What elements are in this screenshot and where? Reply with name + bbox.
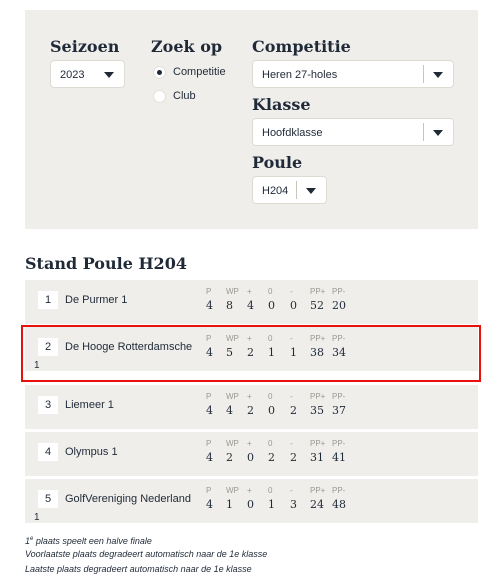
stat-column [290, 285, 312, 314]
stat-value: 38 [310, 346, 324, 359]
stat-value: 20 [332, 299, 346, 312]
stat-column [268, 285, 290, 314]
stat-value: 0 [268, 404, 275, 417]
stat-value: 0 [268, 299, 275, 312]
stat-column [268, 390, 290, 419]
radio-checked-icon[interactable] [153, 66, 166, 79]
poule-value: H204 [262, 185, 289, 197]
stat-value: 8 [226, 299, 233, 312]
stat-value: 4 [206, 346, 213, 359]
stat-value: 34 [332, 346, 346, 359]
stat-header: P [206, 334, 212, 343]
stat-value: 35 [310, 404, 324, 417]
stat-value: 48 [332, 498, 346, 511]
search-by-label: Zoek op [151, 37, 223, 56]
stat-column [290, 437, 312, 466]
stat-column [310, 390, 332, 419]
stat-header: + [247, 392, 252, 401]
stat-value: 0 [247, 451, 254, 464]
radio-club-label: Club [173, 90, 196, 102]
team-name: De Purmer 1 [65, 294, 128, 306]
stat-value: 5 [226, 346, 233, 359]
note-3: Laatste plaats degradeert automatisch naar de 1e klasse [25, 564, 252, 574]
stat-header: PP- [332, 287, 346, 296]
stat-value: 1 [268, 346, 275, 359]
competition-label: Competitie [252, 37, 351, 56]
filter-panel [25, 10, 478, 229]
stat-column [226, 437, 248, 466]
team-name: De Hooge Rotterdamsche [65, 341, 193, 353]
stat-column [206, 437, 228, 466]
stat-header: WP [226, 287, 239, 296]
stat-value: 2 [247, 404, 254, 417]
team-row[interactable] [25, 432, 478, 476]
stat-header: PP+ [310, 334, 326, 343]
stat-header: PP- [332, 486, 346, 495]
stat-header: + [247, 439, 252, 448]
stat-header: P [206, 486, 212, 495]
competition-value: Heren 27-holes [262, 69, 338, 81]
season-value: 2023 [60, 69, 85, 81]
stat-value: 0 [290, 299, 297, 312]
stat-value: 4 [206, 498, 213, 511]
stat-column [206, 390, 228, 419]
stat-value: 0 [247, 498, 254, 511]
note-1-number: 1 [25, 536, 31, 546]
team-subscript: 1 [34, 360, 40, 371]
note-2: Voorlaatste plaats degradeert automatisch naar de 1e klasse [25, 549, 268, 559]
stat-header: + [247, 334, 252, 343]
stat-value: 1 [290, 346, 297, 359]
chevron-down-icon [306, 188, 316, 194]
stat-column [332, 390, 354, 419]
stat-header: PP- [332, 334, 346, 343]
stat-column [226, 285, 248, 314]
stat-value: 4 [206, 404, 213, 417]
stat-value: 52 [310, 299, 324, 312]
team-name: Liemeer 1 [65, 399, 114, 411]
note-1 [25, 532, 267, 547]
poule-label: Poule [252, 153, 303, 172]
radio-competitie-label: Competitie [173, 66, 226, 78]
stat-value: 3 [290, 498, 297, 511]
stat-header: WP [226, 392, 239, 401]
stat-value: 41 [332, 451, 346, 464]
stat-value: 1 [268, 498, 275, 511]
chevron-down-icon [433, 130, 443, 136]
stat-column [310, 285, 332, 314]
stat-value: 4 [206, 299, 213, 312]
stat-value: 24 [310, 498, 324, 511]
stat-header: PP+ [310, 287, 326, 296]
team-rank: 1 [38, 291, 58, 309]
stat-column [247, 285, 269, 314]
stat-column [206, 484, 228, 513]
stat-column [247, 390, 269, 419]
stat-column [206, 285, 228, 314]
poule-select[interactable] [252, 176, 327, 204]
team-row[interactable] [25, 385, 478, 429]
stat-value: 2 [268, 451, 275, 464]
stat-header: 0 [268, 334, 273, 343]
highlight-box [21, 325, 481, 382]
team-rank: 5 [38, 490, 58, 508]
stat-column [226, 484, 248, 513]
stat-header: PP+ [310, 392, 326, 401]
stat-header: - [290, 439, 293, 448]
note-1-superscript: e [30, 536, 34, 542]
stat-header: P [206, 392, 212, 401]
stat-header: 0 [268, 392, 273, 401]
stat-header: - [290, 334, 293, 343]
season-label: Seizoen [50, 37, 120, 56]
stat-header: P [206, 287, 212, 296]
stat-header: 0 [268, 287, 273, 296]
stat-column [332, 437, 354, 466]
klasse-select[interactable] [252, 118, 454, 146]
stat-header: PP+ [310, 439, 326, 448]
stat-value: 4 [206, 451, 213, 464]
standings-title: Stand Poule H204 [25, 254, 187, 273]
stat-value: 4 [226, 404, 233, 417]
stat-value: 4 [247, 299, 254, 312]
select-divider [296, 181, 297, 199]
team-name: GolfVereniging Nederland [65, 493, 191, 505]
team-rank: 2 [38, 338, 58, 356]
team-rank: 4 [38, 443, 58, 461]
stat-header: WP [226, 486, 239, 495]
stat-header: PP- [332, 439, 346, 448]
notes [25, 532, 267, 577]
competition-select[interactable] [252, 60, 454, 88]
stat-header: - [290, 287, 293, 296]
stat-header: 0 [268, 486, 273, 495]
stat-value: 31 [310, 451, 324, 464]
stat-header: - [290, 392, 293, 401]
season-select[interactable] [50, 60, 125, 88]
team-rank: 3 [38, 396, 58, 414]
stat-header: + [247, 287, 252, 296]
stat-header: + [247, 486, 252, 495]
stat-column [290, 390, 312, 419]
team-subscript: 1 [34, 512, 40, 523]
stat-header: WP [226, 334, 239, 343]
stat-header: PP- [332, 392, 346, 401]
stat-column [226, 390, 248, 419]
stat-column [247, 484, 269, 513]
klasse-value: Hoofdklasse [262, 127, 323, 139]
stat-header: PP+ [310, 486, 326, 495]
stat-value: 2 [247, 346, 254, 359]
chevron-down-icon [104, 72, 114, 78]
stat-column [310, 484, 332, 513]
stat-value: 37 [332, 404, 346, 417]
select-divider [423, 123, 424, 141]
team-name: Olympus 1 [65, 446, 118, 458]
stat-header: - [290, 486, 293, 495]
stat-column [290, 484, 312, 513]
stat-value: 2 [290, 404, 297, 417]
stat-header: WP [226, 439, 239, 448]
team-row[interactable] [25, 280, 478, 324]
stat-value: 1 [226, 498, 233, 511]
stat-column [332, 285, 354, 314]
stat-column [310, 437, 332, 466]
stat-column [332, 484, 354, 513]
stat-value: 2 [226, 451, 233, 464]
stat-header: 0 [268, 439, 273, 448]
radio-unchecked-icon[interactable] [153, 90, 166, 103]
stat-value: 2 [290, 451, 297, 464]
select-divider [423, 65, 424, 83]
team-row[interactable] [25, 479, 478, 523]
stat-column [247, 437, 269, 466]
stat-column [268, 484, 290, 513]
chevron-down-icon [433, 72, 443, 78]
klasse-label: Klasse [252, 95, 311, 114]
note-1-text: plaats speelt een halve finale [33, 536, 152, 546]
stat-header: P [206, 439, 212, 448]
stat-column [268, 437, 290, 466]
